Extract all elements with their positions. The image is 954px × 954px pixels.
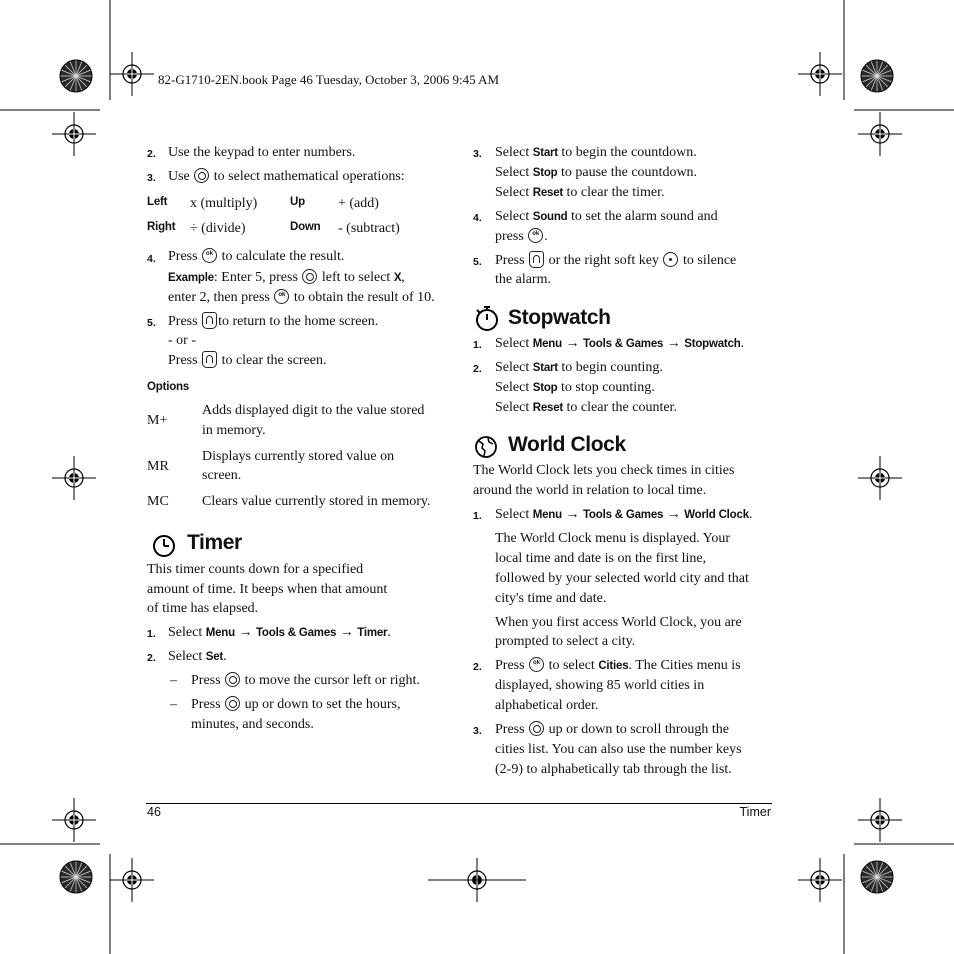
bullet-text: minutes, and seconds. [191, 717, 314, 732]
step-text: displayed, showing 85 world cities in [495, 678, 705, 693]
step-text: Select Reset to clear the timer. [495, 185, 665, 200]
step-number: 2. [147, 148, 156, 160]
step-text: Press or the right soft key to silence [495, 253, 737, 268]
paragraph-line: When you first access World Clock, you are [495, 615, 742, 630]
globe-icon [474, 435, 498, 459]
footer-section-title: Timer [739, 805, 771, 819]
timer-intro-line: amount of time. It beeps when that amount [147, 582, 388, 597]
step-number: 2. [473, 661, 482, 673]
bullet-dash: – [170, 697, 177, 712]
navigation-key-icon [225, 672, 240, 687]
step-text: Select Set. [168, 649, 227, 664]
bullet-text: Press to move the cursor left or right. [191, 673, 420, 688]
paragraph-line: prompted to select a city. [495, 634, 636, 649]
step-text: cities list. You can also use the number keys [495, 742, 742, 757]
ok-key-icon [202, 248, 217, 263]
step-text: Select Reset to clear the counter. [495, 400, 677, 415]
step-text: Press to return to the home screen. [168, 314, 379, 329]
navigation-key-icon [194, 168, 209, 183]
op-name: ÷ (divide) [190, 221, 246, 236]
timer-icon [152, 534, 176, 558]
op-name: + (add) [338, 196, 379, 211]
op-direction: Down [290, 221, 321, 233]
step-number: 2. [147, 652, 156, 664]
option-key: M+ [147, 413, 168, 428]
step-text: alphabetical order. [495, 698, 599, 713]
bullet-dash: – [170, 673, 177, 688]
step-text: Press up or down to scroll through the [495, 722, 729, 737]
step-text: Select Start to begin counting. [495, 360, 663, 375]
step-number: 1. [147, 628, 156, 640]
paragraph-line: followed by your selected world city and that [495, 571, 749, 586]
world-clock-heading: World Clock [508, 433, 626, 456]
ok-key-icon [529, 657, 544, 672]
option-desc: Adds displayed digit to the value stored [202, 403, 425, 418]
step-number: 3. [147, 172, 156, 184]
world-clock-intro-line: around the world in relation to local time. [473, 483, 707, 498]
option-desc: Displays currently stored value on [202, 449, 395, 464]
timer-heading: Timer [187, 531, 242, 554]
navigation-key-icon [302, 269, 317, 284]
right-soft-key-icon [663, 252, 678, 267]
op-direction: Up [290, 196, 305, 208]
example-line: enter 2, then press ok to obtain the result of 10. [168, 288, 435, 308]
example-line: Example: Enter 5, press left to select X, [168, 270, 405, 285]
clear-key-icon [202, 351, 217, 368]
navigation-key-icon [529, 721, 544, 736]
step-number: 2. [473, 363, 482, 375]
end-key-icon [202, 312, 217, 329]
step-number: 1. [473, 510, 482, 522]
step-number: 1. [473, 339, 482, 351]
footer-rule [146, 803, 772, 804]
step-number: 3. [473, 148, 482, 160]
ok-key-icon [528, 228, 543, 243]
paragraph-line: local time and date is on the first line, [495, 551, 707, 566]
timer-intro-line: This timer counts down for a specified [147, 562, 364, 577]
step-text: Select Start to begin the countdown. [495, 145, 697, 160]
paragraph-line: city's time and date. [495, 591, 607, 606]
step-text: (2-9) to alphabetically tab through the list. [495, 762, 732, 777]
step-number: 5. [147, 317, 156, 329]
step-number: 5. [473, 256, 482, 268]
option-desc: screen. [202, 468, 242, 483]
option-desc: Clears value currently stored in memory. [202, 494, 431, 509]
menu-path: Select Menu → Tools & Games → Stopwatch. [495, 336, 745, 351]
op-name: - (subtract) [338, 221, 400, 236]
paragraph-line: The World Clock menu is displayed. Your [495, 531, 731, 546]
world-clock-intro-line: The World Clock lets you check times in cities [473, 463, 735, 478]
page-number: 46 [147, 805, 161, 819]
option-desc: in memory. [202, 423, 266, 438]
ok-key-icon [274, 289, 289, 304]
step-number: 4. [147, 253, 156, 265]
step-number: 3. [473, 725, 482, 737]
step-text: Press to clear the screen. [168, 353, 327, 368]
timer-intro-line: of time has elapsed. [147, 601, 259, 616]
op-direction: Right [147, 221, 176, 233]
stopwatch-icon [474, 304, 500, 332]
step-text: Select Stop to pause the countdown. [495, 165, 698, 180]
option-key: MC [147, 494, 169, 509]
menu-path: Select Menu → Tools & Games → World Clock. [495, 507, 753, 522]
step-text: Select Sound to set the alarm sound and [495, 209, 718, 224]
op-name: x (multiply) [190, 196, 258, 211]
step-text: Press ok to calculate the result. [168, 247, 344, 267]
step-text: Use to select mathematical operations: [168, 169, 405, 184]
options-heading: Options [147, 381, 190, 393]
step-text: the alarm. [495, 272, 551, 287]
step-text: press ok . [495, 227, 548, 247]
navigation-key-icon [225, 696, 240, 711]
step-text: Select Stop to stop counting. [495, 380, 655, 395]
book-header: 82-G1710-2EN.book Page 46 Tuesday, October 3, 2006 9:45 AM [158, 72, 500, 87]
step-text: Press ok to select Cities. The Cities menu is [495, 656, 741, 676]
op-direction: Left [147, 196, 168, 208]
option-key: MR [147, 459, 169, 474]
step-text: Use the keypad to enter numbers. [168, 145, 356, 160]
end-key-icon [529, 251, 544, 268]
or-separator: - or - [168, 333, 196, 348]
menu-path: Select Menu → Tools & Games → Timer. [168, 625, 391, 640]
stopwatch-heading: Stopwatch [508, 306, 611, 329]
step-number: 4. [473, 212, 482, 224]
bullet-text: Press up or down to set the hours, [191, 697, 401, 712]
